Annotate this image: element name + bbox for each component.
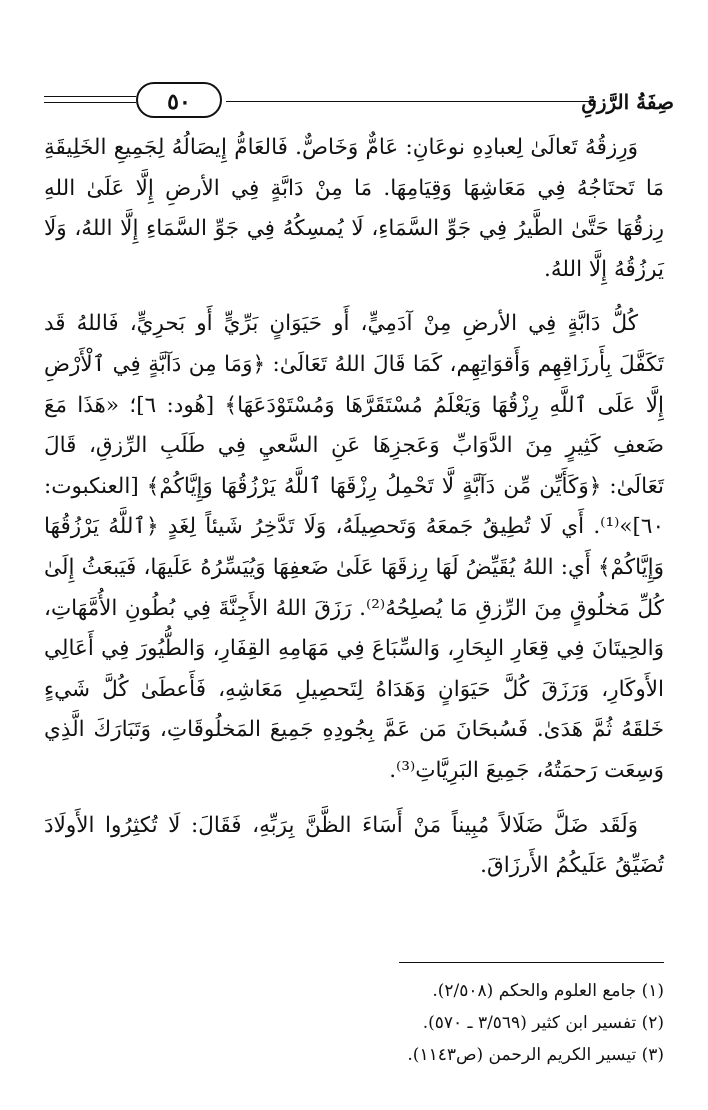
footnotes <box>44 975 664 1071</box>
main-text <box>44 128 664 887</box>
page-number: ٥٠ <box>136 82 222 118</box>
running-title: صِفَةُ الرَّزقِ <box>581 90 674 114</box>
footnote-3: (٣) تيسير الكريم الرحمن (ص١١٤٣). <box>407 1045 664 1065</box>
paragraph-2: كُلُّ دَابَّةٍ فِي الأرضِ مِنْ آدَمِيٍّ، أَو حَيَوَانٍ بَرِّيٍّ أَو بَحرِيٍّ، فَاللهُ قَد تَكَفَّلَ بِأَرزَاقِهِم وَأَقوَاتِهِم، كَمَا قَالَ اللهُ تَعَالَىٰ: ﴿وَمَا مِن دَآبَّةٍ فِي ٱلْأَرْضِ إِلَّا عَلَى ٱللَّهِ رِزْقُهَا وَيَعْلَمُ مُسْتَقَرَّهَا وَمُسْتَوْدَعَهَا﴾ [هُود: ٦]؛ «هَذَا مَعَ ضَعفِ كَثِيرٍ مِنَ الدَّوَابِّ وَعَجزِهَا عَنِ السَّعيِ فِي طَلَبِ الرِّزقِ، قَالَ تَعَالَىٰ: ﴿وَكَأَيِّن مِّن دَآبَّةٍ لَّا تَحْمِلُ رِزْقَهَا ٱللَّهُ يَرْزُقُهَا وَإِيَّاكُمْ﴾ [العنكبوت: ٦٠]»⁽¹⁾. أَي لَا تُطِيقُ جَمعَهُ وَتَحصِيلَهُ، وَلَا تَدَّخِرُ شَيئاً لِغَدٍ ﴿ٱللَّهُ يَرْزُقُهَا وَإِيَّاكُمْ﴾ أَي: اللهُ يُقَيِّضُ لَهَا رِزقَهَا عَلَىٰ ضَعفِهَا وَيُيَسِّرُهُ عَلَيهَا، فَيَبعَثُ إِلَىٰ كُلِّ مَخلُوقٍ مِنَ الرِّزقِ مَا يُصلِحُهُ⁽²⁾. رَزَقَ اللهُ الأَجِنَّةَ فِي بُطُونِ الأُمَّهَاتِ، وَالحِيتَانَ فِي قِعَارِ البِحَارِ، وَالسِّبَاعَ فِي مَهَامِهِ القِفَارِ، وَالطُّيُورَ فِي أَعَالِي الأَوكَارِ، وَرَزَقَ كُلَّ حَيَوَانٍ وَهَدَاهُ لِتَحصِيلِ مَعَاشِهِ، فَأَعطَىٰ كُلَّ شَيءٍ خَلقَهُ ثُمَّ هَدَىٰ. فَسُبحَانَ مَن عَمَّ بِجُودِهِ جَمِيعَ المَخلُوقَاتِ، وَتَبَارَكَ الَّذِي وَسِعَت رَحمَتُهُ، جَمِيعَ البَرِيَّاتِ⁽³⁾. <box>44 311 664 783</box>
page-header <box>44 78 674 124</box>
footnote-1: (١) جامع العلوم والحكم (٢/٥٠٨). <box>432 981 664 1001</box>
header-rule-left-upper <box>44 96 136 97</box>
paragraph-1: وَرِزقُهُ تَعالَىٰ لِعبادِهِ نوعَانِ: عَامٌّ وَخَاصٌّ. فَالعَامُّ إِيصَالُهُ لِجَمِيعِ الخَلِيقَةِ مَا تَحتَاجُهُ فِي مَعَاشِهَا وَقِيَامِهَا. مَا مِنْ دَابَّةٍ فِي الأرضِ إِلَّا عَلَىٰ اللهِ رِزقُهَا حَتَّىٰ الطَّيرُ فِي جَوِّ السَّمَاءِ، لَا يُمسِكُهُ فِي جَوِّ السَّمَاءِ إِلَّا اللهُ، وَلَا يَرزُقُهُ إِلَّا اللهُ. <box>44 135 664 282</box>
header-rule-right <box>226 101 596 102</box>
footnote-divider <box>399 962 664 963</box>
footnote-2: (٢) تفسير ابن كثير (٣/٥٦٩ ـ ٥٧٠). <box>422 1013 664 1033</box>
paragraph-3: وَلَقَد ضَلَّ ضَلَالاً مُبِيناً مَنْ أَسَاءَ الظَّنَّ بِرَبِّهِ، فَقَالَ: لَا تُكثِرُوا الأَولَادَ تُضَيِّقُ عَلَيكُمُ الأَرزَاقَ. <box>44 812 664 879</box>
header-rule-left-lower <box>44 102 136 103</box>
